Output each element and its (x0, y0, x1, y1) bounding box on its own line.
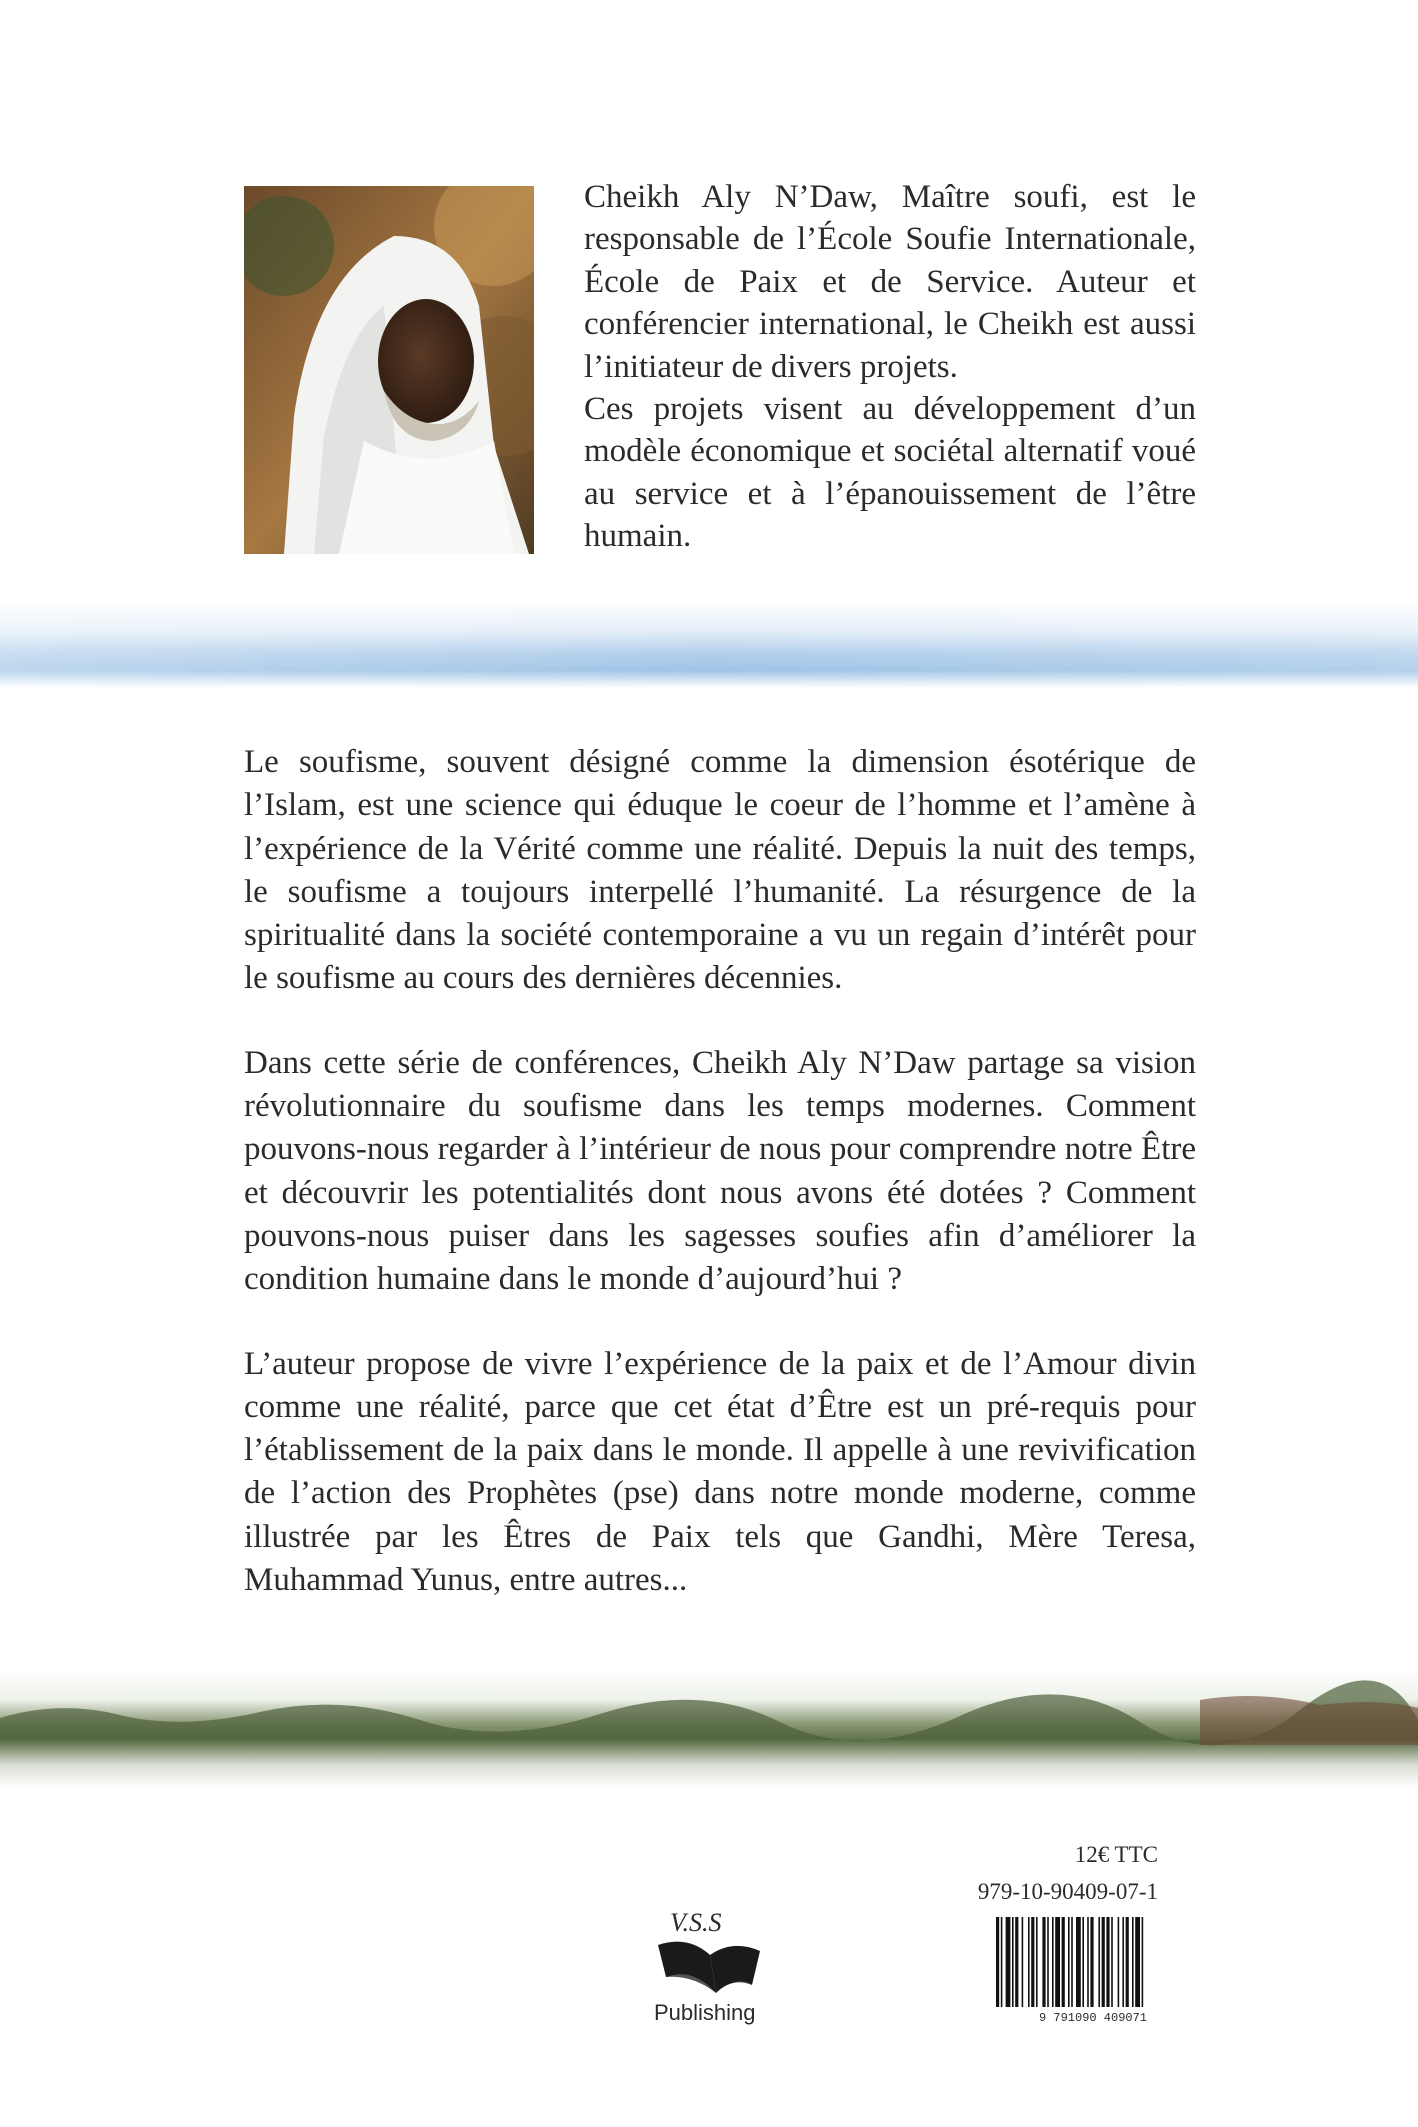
price-label: 12€ TTC (1074, 1842, 1158, 1867)
author-photo (244, 186, 534, 554)
landscape-band (0, 1670, 1418, 1788)
barcode-bar (1022, 1917, 1024, 2007)
description-paragraph: L’auteur propose de vivre l’expérience de la paix et de l’Amour divin comme une réalité, parce que cet état d’Être est un pré-requis pour l’établissement de la paix dans le monde. Il appelle à une revivification de l’action des Prophètes (pse) dans notre monde moderne, comme illustrée par les Êtres de Paix tels que Gandhi, Mère Teresa, Muhammad Yunus, entre autres... (244, 1345, 1196, 1599)
barcode-bar (1142, 1917, 1144, 2007)
barcode (990, 1917, 1196, 2025)
barcode-bar (1106, 1917, 1109, 2007)
barcode-bar (1012, 1917, 1014, 2007)
barcode-bar (1135, 1917, 1140, 2007)
svg-text:V.S.S: V.S.S (670, 1908, 722, 1937)
barcode-bar (1042, 1917, 1045, 2007)
barcode-bar (1082, 1917, 1084, 2007)
barcode-bar (1122, 1917, 1124, 2007)
author-bio (584, 176, 1196, 558)
barcode-bar (1071, 1917, 1073, 2007)
barcode-bar (1055, 1917, 1060, 2007)
barcode-bar (1001, 1917, 1003, 2007)
publisher-name: Publishing (654, 2000, 756, 2025)
barcode-bar (1126, 1917, 1129, 2007)
barcode-bar (1031, 1917, 1034, 2007)
isbn-label: 979-10-90409-07-1 (977, 1879, 1158, 1904)
barcode-bar (1036, 1917, 1038, 2007)
barcode-bar (1028, 1917, 1030, 2007)
barcode-bar (1111, 1917, 1113, 2007)
author-bio-paragraph: Ces projets visent au développement d’un modèle économique et sociétal alternatif voué au service et à l’épanouissement de l’être humain. (584, 391, 1196, 555)
description-paragraph: Le soufisme, souvent désigné comme la dimension ésotérique de l’Islam, est une science qui éduque le coeur de l’homme et l’amène à l’expérience de la Vérité comme une réalité. Depuis la nuit des temps, le soufisme a toujours interpellé l’humanité. La résurgence de la spiritualité dans la société contemporaine a vu un regain d’intérêt pour le soufisme au cours des dernières décennies. (244, 744, 1196, 997)
barcode-bar (1102, 1917, 1105, 2007)
sky-band (0, 600, 1418, 688)
barcode-bar (1118, 1917, 1120, 2007)
barcode-bar (1087, 1917, 1089, 2007)
barcode-bar (1062, 1917, 1065, 2007)
author-bio-paragraph: Cheikh Aly N’Daw, Maître soufi, est le responsable de l’École Soufie Internationale, École de Paix et de Service. Auteur et conférencier international, le Cheikh est aussi l’initiateur de divers projets. (584, 179, 1196, 385)
barcode-bar (996, 1917, 999, 2007)
barcode-bar (1132, 1917, 1134, 2007)
description-paragraph: Dans cette série de conférences, Cheikh Aly N’Daw partage sa vision révolutionnaire du soufisme dans les temps modernes. Comment pouvons-nous regarder à l’intérieur de nous pour comprendre notre Être et découvrir les potentialités dont nous avons été dotées ? Comment pouvons-nous puiser dans les sagesses soufies afin d’améliorer la condition humaine dans le monde d’aujourd’hui ? (244, 1044, 1196, 1298)
barcode-digits: 9 791090 409071 (1038, 2011, 1148, 2025)
barcode-bar (1098, 1917, 1100, 2007)
barcode-bar (1047, 1917, 1049, 2007)
barcode-bar (1090, 1917, 1093, 2007)
barcode-bar (1006, 1917, 1011, 2007)
barcode-bar (1052, 1917, 1054, 2007)
book-description (244, 741, 1196, 1643)
barcode-bar (1068, 1917, 1070, 2007)
barcode-bar (1076, 1917, 1081, 2007)
barcode-bar (1015, 1917, 1018, 2007)
